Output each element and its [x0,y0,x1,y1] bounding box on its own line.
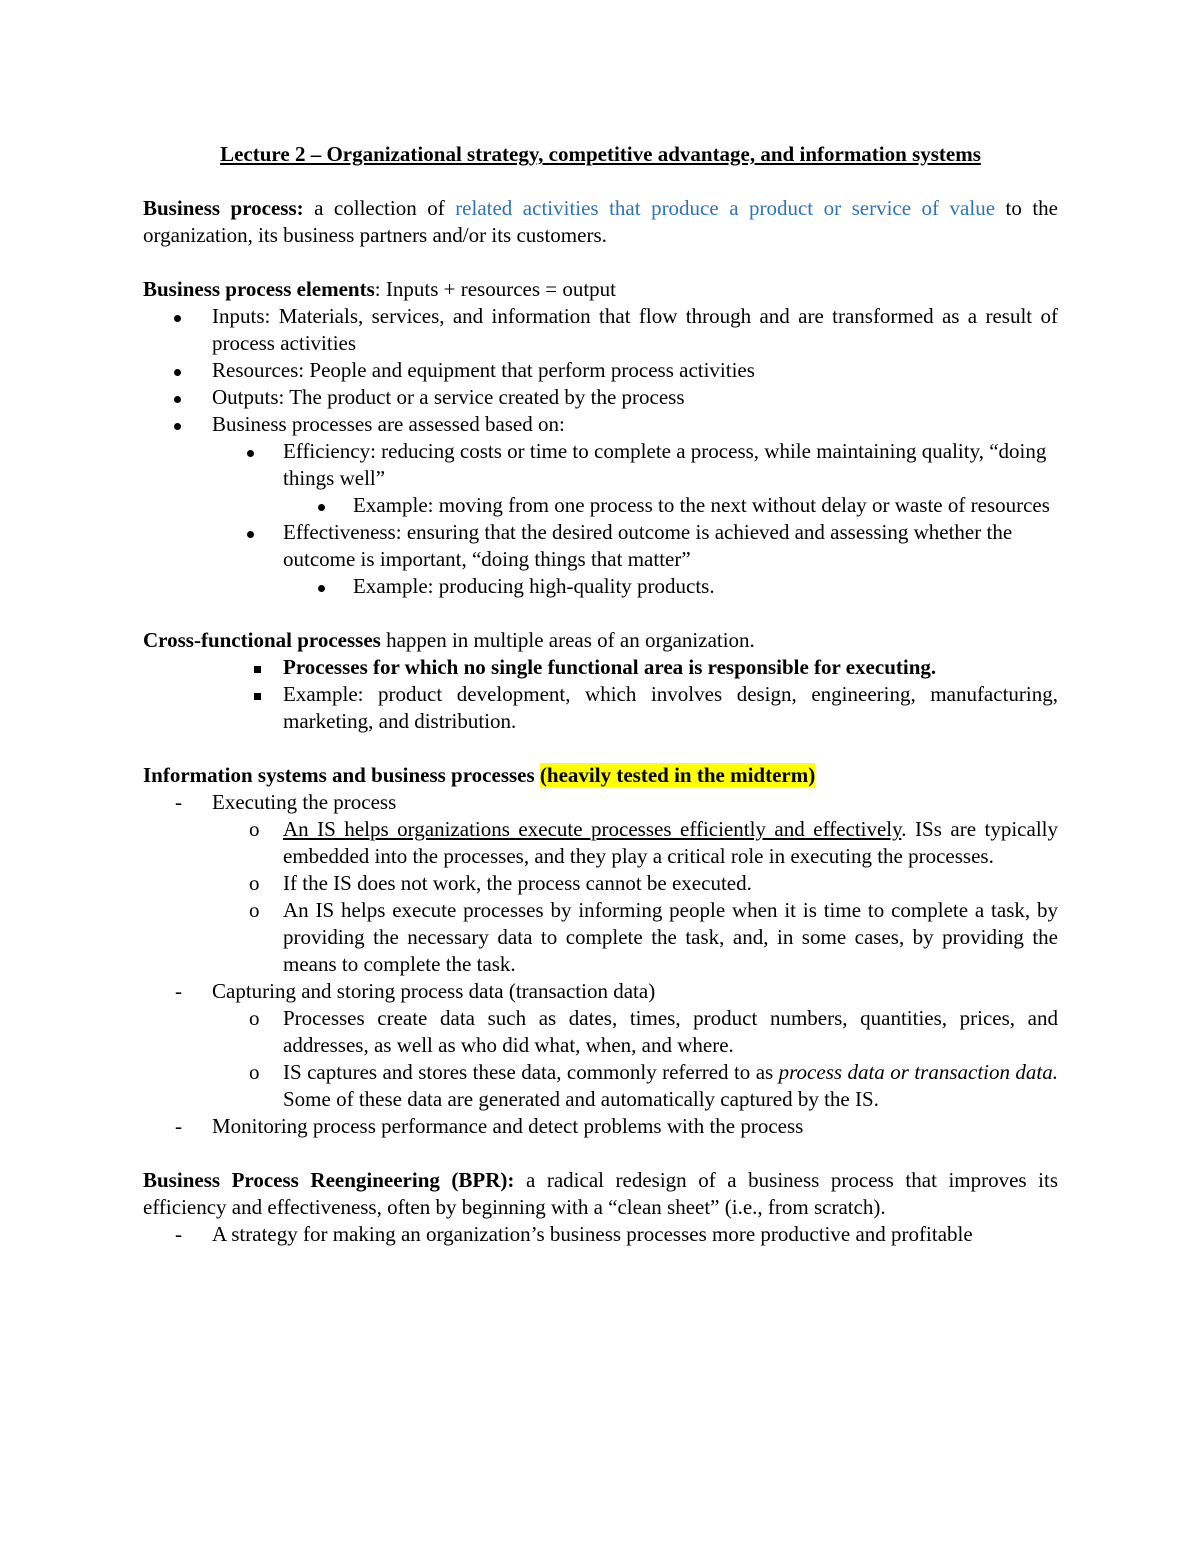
paragraph-business-process: Business process: a collection of related activities that produce a product or service of value to the organization, its business partners and/or its customers. [143,196,1058,247]
document-body [143,141,1058,1248]
lecture-title: Lecture 2 – Organizational strategy, competitive advantage, and information systems [220,142,981,166]
bullet-icon [174,384,181,411]
bullet-icon [174,357,181,384]
list-item: - Capturing and storing process data (transaction data) [175,979,656,1003]
list-item: o Processes create data such as dates, times, product numbers, quantities, prices, and addresses, as well as who did what, when, and where. [249,1006,1058,1057]
list-item: Resources: People and equipment that perform process activities [143,357,1058,384]
term-business-process: Business process: [143,196,304,220]
list-item: Example: moving from one process to the next without delay or waste of resources [143,492,1058,519]
bullet-icon [247,519,254,546]
list-item: o If the IS does not work, the process cannot be executed. [249,871,752,895]
bullet-icon [318,573,325,600]
bullet-icon [318,492,325,519]
dash-bullet-icon: - [175,1114,182,1138]
paragraph-elements: Business process elements: Inputs + resources = output [143,277,617,301]
paragraph-cross-functional: Cross-functional processes happen in multiple areas of an organization. [143,628,755,652]
bullet-icon [174,303,181,330]
dash-bullet-icon: - [175,979,182,1003]
bullet-icon [247,438,254,465]
list-item: Processes for which no single functional area is responsible for executing. [143,654,1058,681]
dash-bullet-icon: - [175,1222,182,1246]
term-is-processes: Information systems and business processes [143,763,535,787]
circle-bullet-icon: o [249,871,260,895]
paragraph-is-processes [143,762,1058,789]
list-item: Example: producing high-quality products. [143,573,1058,600]
list-item: Effectiveness: ensuring that the desired outcome is achieved and assessing whether the outcome is important, “doing things that matter” [143,519,1058,573]
circle-bullet-icon: o [249,898,260,922]
circle-bullet-icon: o [249,817,260,841]
term-elements: Business process elements [143,277,375,301]
square-bullet-icon [254,681,261,708]
list-item: Business processes are assessed based on: [143,411,1058,438]
list-item: Efficiency: reducing costs or time to complete a process, while maintaining quality, “doing things well” [143,438,1058,492]
highlight-midterm: (heavily tested in the midterm) [539,763,816,787]
list-item: Example: product development, which involves design, engineering, manufacturing, marketing, and distribution. [143,681,1058,735]
list-item: - Monitoring process performance and detect problems with the process [175,1114,804,1138]
square-bullet-icon [254,654,261,681]
list-item: - Executing the process [175,790,397,814]
term-cross-functional: Cross-functional processes [143,628,381,652]
circle-bullet-icon: o [249,1006,260,1030]
circle-bullet-icon: o [249,1060,260,1084]
blue-definition: related activities that produce a product or service of value [455,196,996,220]
dash-bullet-icon: - [175,790,182,814]
list-item: - A strategy for making an organization’s business processes more productive and profitable [175,1222,973,1246]
list-item: o IS captures and stores these data, commonly referred to as process data or transaction data. Some of these data are generated and automatically captured by the IS. [249,1060,1058,1111]
list-item: Outputs: The product or a service created by the process [143,384,1058,411]
term-bpr: Business Process Reengineering (BPR): [143,1168,515,1192]
bullet-icon [174,411,181,438]
list-item: o An IS helps organizations execute processes efficiently and effectively. ISs are typically embedded into the processes, and they play a critical role in executing the processes. [249,817,1058,868]
list-item: Inputs: Materials, services, and information that flow through and are transformed as a result of process activities [143,303,1058,357]
paragraph-bpr: Business Process Reengineering (BPR): a radical redesign of a business process that improves its efficiency and effectiveness, often by beginning with a “clean sheet” (i.e., from scratch). [143,1168,1059,1219]
list-item: o An IS helps execute processes by informing people when it is time to complete a task, by providing the necessary data to complete the task, and, in some cases, by providing the means to complete the task. [249,898,1058,976]
